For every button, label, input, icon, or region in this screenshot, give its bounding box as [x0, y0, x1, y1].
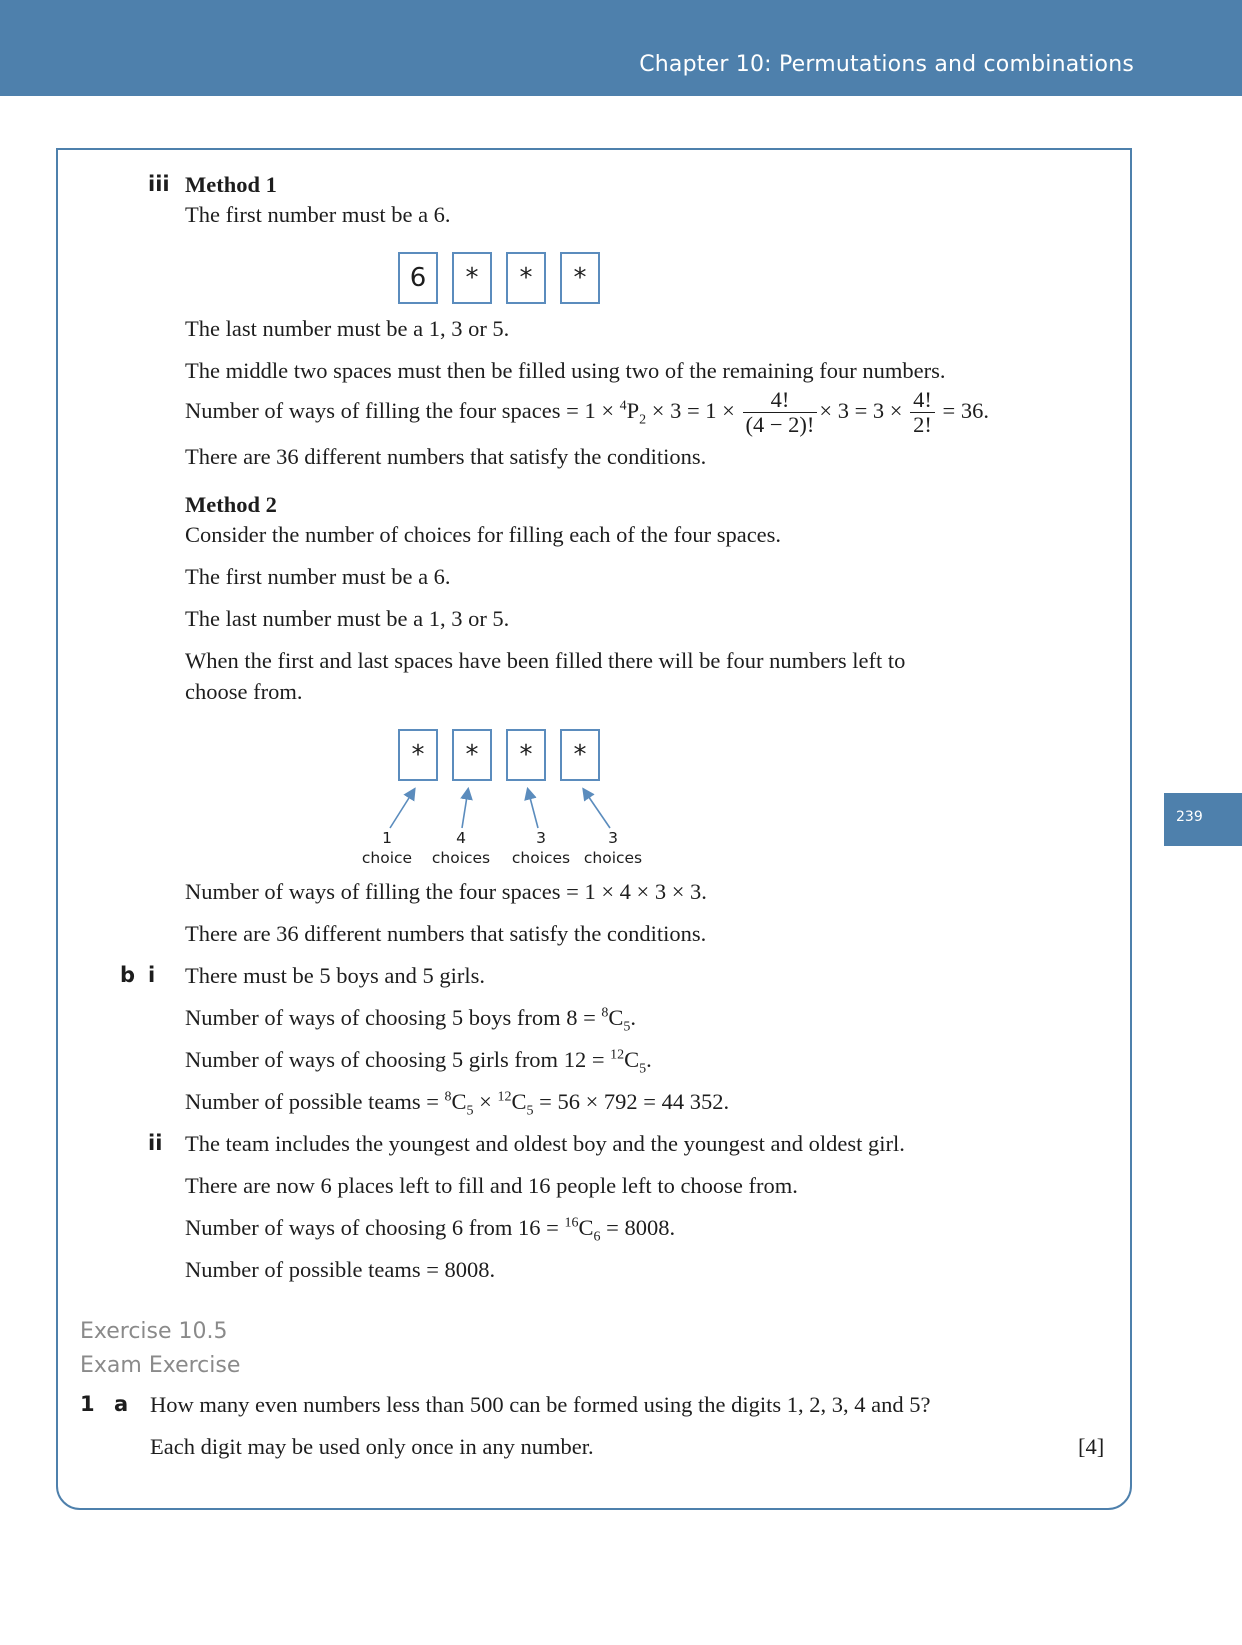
text: C — [578, 1215, 594, 1240]
perm-sup: 4 — [619, 398, 627, 414]
formula-mid1: × 3 = 1 × — [646, 398, 741, 423]
exercise-title: Exercise 10.5 — [80, 1319, 228, 1344]
part-bi-line4 — [185, 1088, 730, 1119]
part-bi-line3 — [185, 1046, 652, 1077]
part-label-ii: ii — [148, 1131, 163, 1155]
text: Number of ways of choosing 5 boys from 8 = — [185, 1005, 602, 1030]
text: = 56 × 792 = 44 352. — [533, 1089, 730, 1114]
text: . — [646, 1047, 652, 1072]
fraction-1-denominator: (4 − 2)! — [745, 412, 815, 438]
sup: 12 — [497, 1089, 512, 1105]
method2-line2: The first number must be a 6. — [185, 564, 451, 589]
sub: 5 — [466, 1103, 474, 1119]
method2-line6: There are 36 different numbers that satisfy the conditions. — [185, 921, 707, 946]
digit-box: * — [560, 252, 600, 304]
fraction-2-numerator: 4! — [910, 388, 935, 413]
caption-2 — [416, 828, 506, 868]
page-number: 239 — [1176, 809, 1203, 825]
formula-mid2: × 3 = 3 × — [819, 398, 909, 423]
question-marks: [4] — [1078, 1434, 1105, 1459]
sub: 6 — [593, 1229, 601, 1245]
question-line1: How many even numbers less than 500 can be formed using the digits 1, 2, 3, 4 and 5? — [150, 1392, 931, 1417]
sub: 5 — [526, 1103, 534, 1119]
digit-box: * — [560, 729, 600, 781]
method1-title: Method 1 — [185, 172, 277, 197]
method1-line2: The last number must be a 1, 3 or 5. — [185, 316, 510, 341]
digit-box: * — [506, 252, 546, 304]
digit-box: * — [452, 252, 492, 304]
method1-formula — [185, 386, 989, 437]
choice-arrows — [370, 782, 630, 832]
text: Number of ways of choosing 5 girls from 12 = — [185, 1047, 611, 1072]
exercise-subtitle: Exam Exercise — [80, 1353, 241, 1378]
text: Number of ways of choosing 6 from 16 = — [185, 1215, 565, 1240]
sup: 8 — [444, 1089, 452, 1105]
chapter-header-bar — [0, 0, 1242, 96]
question-part-label: a — [114, 1392, 129, 1416]
method1-line4: There are 36 different numbers that satisfy the conditions. — [185, 444, 707, 469]
method1-line1: The first number must be a 6. — [185, 202, 451, 227]
digit-box: * — [452, 729, 492, 781]
fraction-2-denominator: 2! — [913, 412, 932, 438]
method2-line5: Number of ways of filling the four spaces = 1 × 4 × 3 × 3. — [185, 879, 707, 904]
method2-line4b: choose from. — [185, 679, 303, 704]
sup: 12 — [610, 1047, 625, 1063]
text: × — [473, 1089, 498, 1114]
digit-box: 6 — [398, 252, 438, 304]
arrow-1 — [390, 790, 414, 828]
page-number-tab — [1164, 793, 1242, 846]
method2-line3: The last number must be a 1, 3 or 5. — [185, 606, 510, 631]
text: Number of possible teams = — [185, 1089, 445, 1114]
arrow-2 — [462, 790, 468, 828]
sup: 16 — [564, 1215, 579, 1231]
part-bi-line2 — [185, 1004, 637, 1035]
caption-word: choice — [361, 849, 413, 867]
caption-count: 4 — [456, 829, 466, 847]
method1-line3: The middle two spaces must then be filled using two of the remaining four numbers. — [185, 358, 946, 383]
text: C — [624, 1047, 640, 1072]
method2-title: Method 2 — [185, 492, 277, 517]
part-label-b: b — [120, 963, 136, 987]
part-bii-line3 — [185, 1214, 676, 1245]
caption-count: 1 — [382, 829, 392, 847]
part-label-iii: iii — [148, 172, 170, 196]
caption-word: choices — [583, 849, 643, 867]
formula-prefix: Number of ways of filling the four spaces = 1 × — [185, 398, 620, 423]
sub: 5 — [639, 1061, 647, 1077]
caption-count: 3 — [536, 829, 546, 847]
text: C — [451, 1089, 467, 1114]
text: = 8008. — [600, 1215, 676, 1240]
caption-4 — [568, 828, 658, 868]
part-bii-line1: The team includes the youngest and oldest boy and the youngest and oldest girl. — [185, 1131, 905, 1156]
part-bi-line1: There must be 5 boys and 5 girls. — [185, 963, 485, 988]
arrow-4 — [584, 790, 610, 828]
formula-end: = 36. — [936, 398, 989, 423]
digit-box: * — [506, 729, 546, 781]
fraction-1 — [743, 388, 818, 437]
text: C — [511, 1089, 527, 1114]
question-line2: Each digit may be used only once in any number. — [150, 1434, 594, 1459]
fraction-2 — [910, 388, 935, 437]
method2-line4a: When the first and last spaces have been filled there will be four numbers left to — [185, 648, 906, 673]
question-number: 1 — [80, 1392, 95, 1416]
sup: 8 — [601, 1005, 609, 1021]
fraction-1-numerator: 4! — [743, 388, 818, 413]
arrow-3 — [528, 790, 538, 828]
sub: 5 — [623, 1019, 631, 1035]
part-bii-line2: There are now 6 places left to fill and 16 people left to choose from. — [185, 1173, 798, 1198]
part-bii-line4: Number of possible teams = 8008. — [185, 1257, 496, 1282]
part-label-i: i — [148, 963, 156, 987]
perm-sub: 2 — [639, 412, 647, 428]
caption-word: choices — [431, 849, 491, 867]
text: . — [630, 1005, 637, 1030]
text: C — [608, 1005, 624, 1030]
caption-word: choices — [511, 849, 571, 867]
method2-line1: Consider the number of choices for filling each of the four spaces. — [185, 522, 782, 547]
chapter-title: Chapter 10: Permutations and combinations — [639, 52, 1134, 77]
perm-letter: P — [626, 398, 640, 423]
digit-box: * — [398, 729, 438, 781]
caption-count: 3 — [608, 829, 618, 847]
